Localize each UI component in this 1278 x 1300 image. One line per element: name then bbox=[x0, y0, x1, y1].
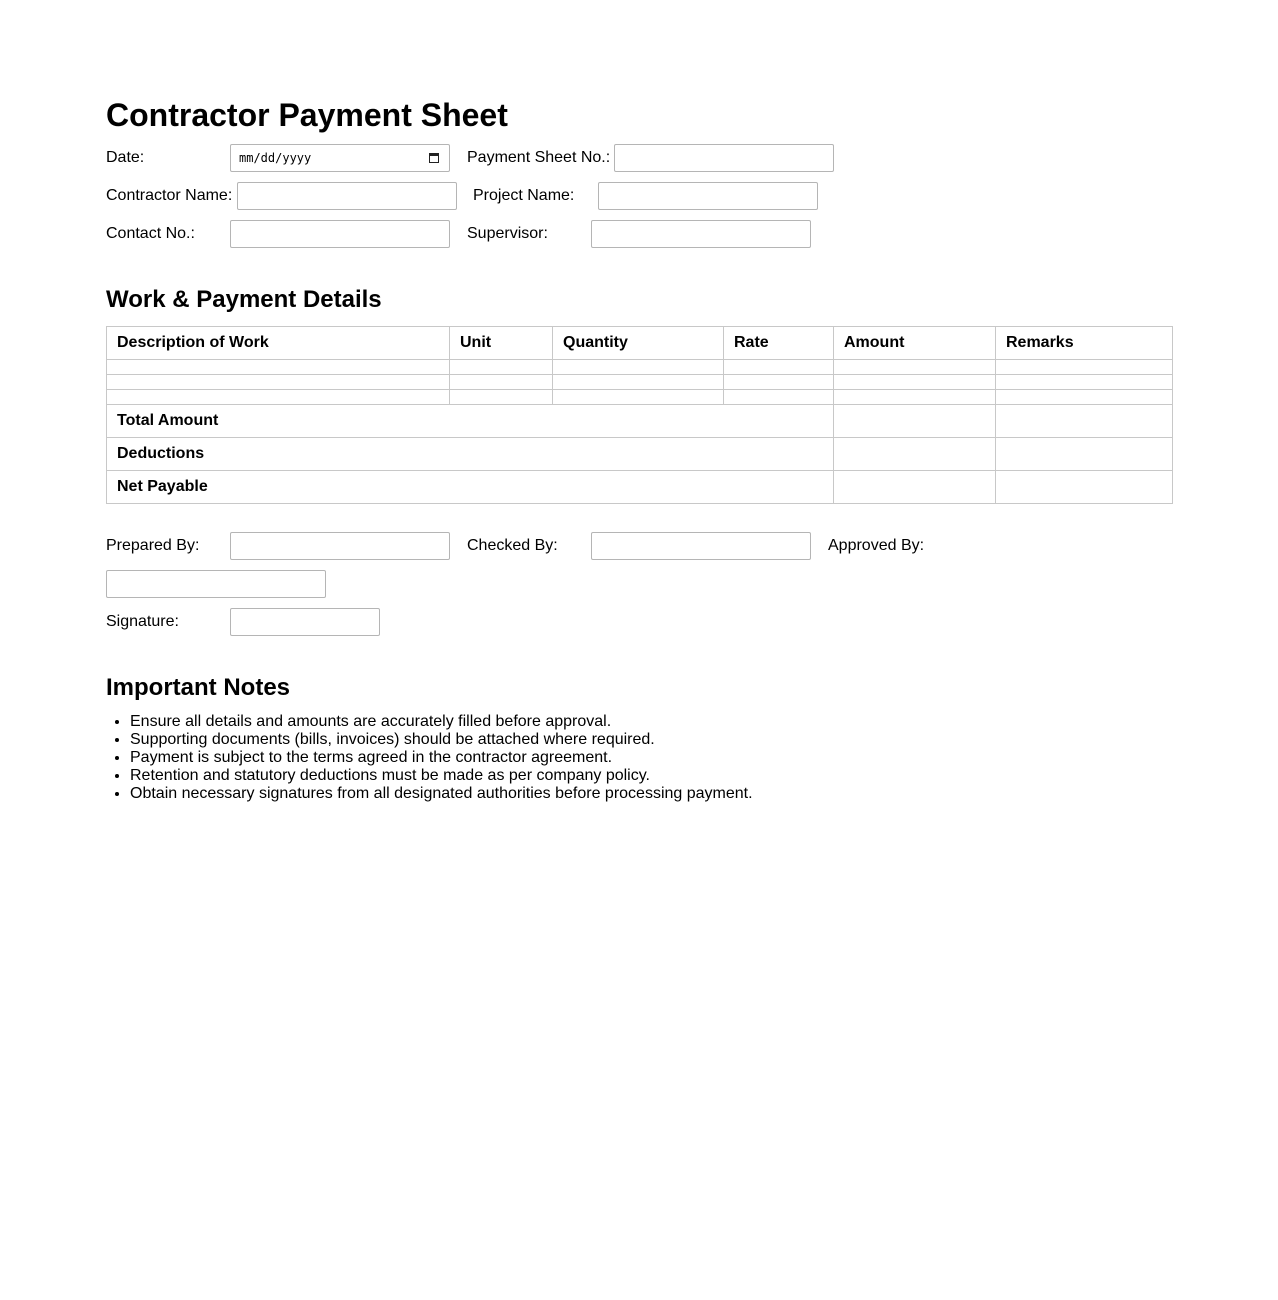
list-item: • Payment is subject to the terms agreed in the contractor agreement. bbox=[130, 749, 753, 767]
project-name-input[interactable] bbox=[598, 182, 818, 210]
deductions-label: Deductions bbox=[107, 438, 834, 471]
table-cell[interactable] bbox=[553, 375, 724, 390]
contact-no-input[interactable] bbox=[230, 220, 450, 248]
table-cell[interactable] bbox=[107, 360, 450, 375]
date-label: Date: bbox=[106, 149, 145, 166]
checked-by-label: Checked By: bbox=[467, 537, 558, 554]
payment-sheet-no-label: Payment Sheet No.: bbox=[467, 149, 611, 166]
signature-label: Signature: bbox=[106, 613, 179, 630]
table-cell[interactable] bbox=[724, 375, 834, 390]
net-payable-row bbox=[107, 471, 1173, 504]
deductions-remarks-cell[interactable] bbox=[996, 438, 1173, 471]
signature-input[interactable] bbox=[230, 608, 380, 636]
approved-by-label: Approved By: bbox=[828, 537, 925, 554]
net-payable-label: Net Payable bbox=[107, 471, 834, 504]
table-cell[interactable] bbox=[450, 375, 553, 390]
table-cell[interactable] bbox=[834, 375, 996, 390]
date-placeholder: mm/dd/yyyy bbox=[239, 151, 312, 165]
table-cell[interactable] bbox=[996, 390, 1173, 405]
table-cell[interactable] bbox=[834, 390, 996, 405]
supervisor-label: Supervisor: bbox=[467, 225, 548, 242]
total-amount-value-cell[interactable] bbox=[834, 405, 996, 438]
page-title: Contractor Payment Sheet bbox=[106, 97, 508, 133]
contractor-name-input[interactable] bbox=[237, 182, 457, 210]
calendar-icon[interactable] bbox=[429, 153, 439, 163]
net-payable-value-cell[interactable] bbox=[834, 471, 996, 504]
work-section-heading: Work & Payment Details bbox=[106, 286, 382, 313]
table-cell[interactable] bbox=[450, 360, 553, 375]
column-header: Rate bbox=[724, 327, 834, 360]
list-item: • Ensure all details and amounts are accurately filled before approval. bbox=[130, 713, 753, 731]
deductions-row bbox=[107, 438, 1173, 471]
table-cell[interactable] bbox=[724, 390, 834, 405]
payment-sheet-no-input[interactable] bbox=[614, 144, 834, 172]
table-cell[interactable] bbox=[996, 360, 1173, 375]
contact-no-label: Contact No.: bbox=[106, 225, 195, 242]
total-amount-remarks-cell[interactable] bbox=[996, 405, 1173, 438]
table-cell[interactable] bbox=[553, 390, 724, 405]
net-payable-remarks-cell[interactable] bbox=[996, 471, 1173, 504]
supervisor-input[interactable] bbox=[591, 220, 811, 248]
list-item: • Supporting documents (bills, invoices) should be attached where required. bbox=[130, 731, 753, 749]
column-header: Unit bbox=[450, 327, 553, 360]
column-header: Remarks bbox=[996, 327, 1173, 360]
project-name-label: Project Name: bbox=[473, 187, 575, 204]
notes-list bbox=[106, 713, 753, 803]
prepared-by-label: Prepared By: bbox=[106, 537, 200, 554]
list-item: • Retention and statutory deductions must be made as per company policy. bbox=[130, 767, 753, 785]
checked-by-input[interactable] bbox=[591, 532, 811, 560]
table-cell[interactable] bbox=[107, 375, 450, 390]
total-amount-label: Total Amount bbox=[107, 405, 834, 438]
prepared-by-input[interactable] bbox=[230, 532, 450, 560]
table-row bbox=[107, 375, 1173, 390]
table-row bbox=[107, 360, 1173, 375]
notes-heading: Important Notes bbox=[106, 674, 291, 701]
deductions-value-cell[interactable] bbox=[834, 438, 996, 471]
total-amount-row bbox=[107, 405, 1173, 438]
date-input[interactable] bbox=[230, 144, 450, 172]
approved-by-input[interactable] bbox=[106, 570, 326, 598]
table-cell[interactable] bbox=[450, 390, 553, 405]
column-header: Quantity bbox=[553, 327, 724, 360]
column-header: Amount bbox=[834, 327, 996, 360]
work-payment-table bbox=[106, 326, 1173, 504]
table-cell[interactable] bbox=[553, 360, 724, 375]
table-cell[interactable] bbox=[834, 360, 996, 375]
table-header-row bbox=[107, 327, 1173, 360]
list-item: • Obtain necessary signatures from all designated authorities before processing payment. bbox=[130, 785, 753, 803]
column-header: Description of Work bbox=[107, 327, 450, 360]
contractor-name-label: Contractor Name: bbox=[106, 187, 233, 204]
table-cell[interactable] bbox=[724, 360, 834, 375]
table-row bbox=[107, 390, 1173, 405]
table-cell[interactable] bbox=[107, 390, 450, 405]
table-cell[interactable] bbox=[996, 375, 1173, 390]
